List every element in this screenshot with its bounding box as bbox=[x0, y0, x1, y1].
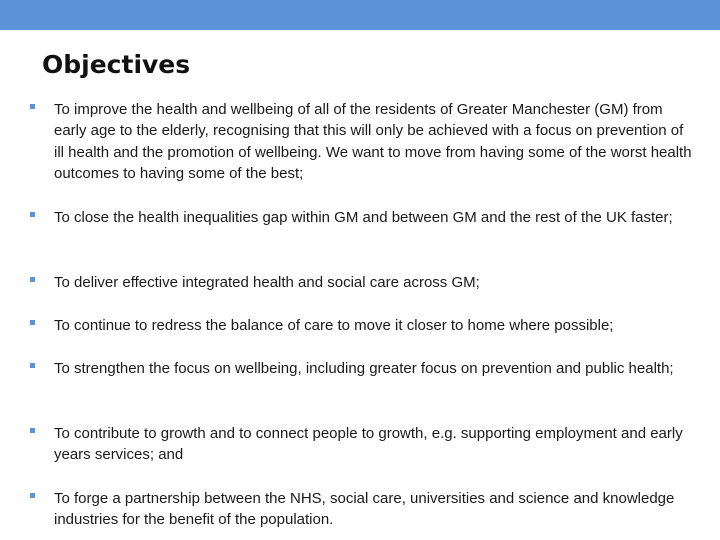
list-item-text: To strengthen the focus on wellbeing, including greater focus on prevention and public health; bbox=[54, 360, 674, 377]
slide-title: Objectives bbox=[42, 50, 191, 79]
square-bullet-icon bbox=[30, 428, 35, 433]
list-item-text: To improve the health and wellbeing of all of the residents of Greater Manchester (GM) from early age to the elderly, recognising that this will only be achieved with a focus on prevention of ill health and the promotion of wellbeing. We want to move from having some of the worst health outcomes to having some of the best; bbox=[54, 101, 692, 182]
list-item-text: To contribute to growth and to connect people to growth, e.g. supporting employment and early years services; and bbox=[54, 425, 683, 464]
header-bar bbox=[0, 0, 720, 30]
square-bullet-icon bbox=[30, 363, 35, 368]
list-item-text: To forge a partnership between the NHS, social care, universities and science and knowledge industries for the benefit of the population. bbox=[54, 490, 675, 529]
list-item-text: To deliver effective integrated health and social care across GM; bbox=[54, 274, 480, 291]
square-bullet-icon bbox=[30, 277, 35, 282]
list-item-text: To continue to redress the balance of care to move it closer to home where possible; bbox=[54, 317, 614, 334]
list-item-text: To close the health inequalities gap within GM and between GM and the rest of the UK faster; bbox=[54, 209, 673, 226]
square-bullet-icon bbox=[30, 320, 35, 325]
square-bullet-icon bbox=[30, 104, 35, 109]
square-bullet-icon bbox=[30, 493, 35, 498]
square-bullet-icon bbox=[30, 212, 35, 217]
